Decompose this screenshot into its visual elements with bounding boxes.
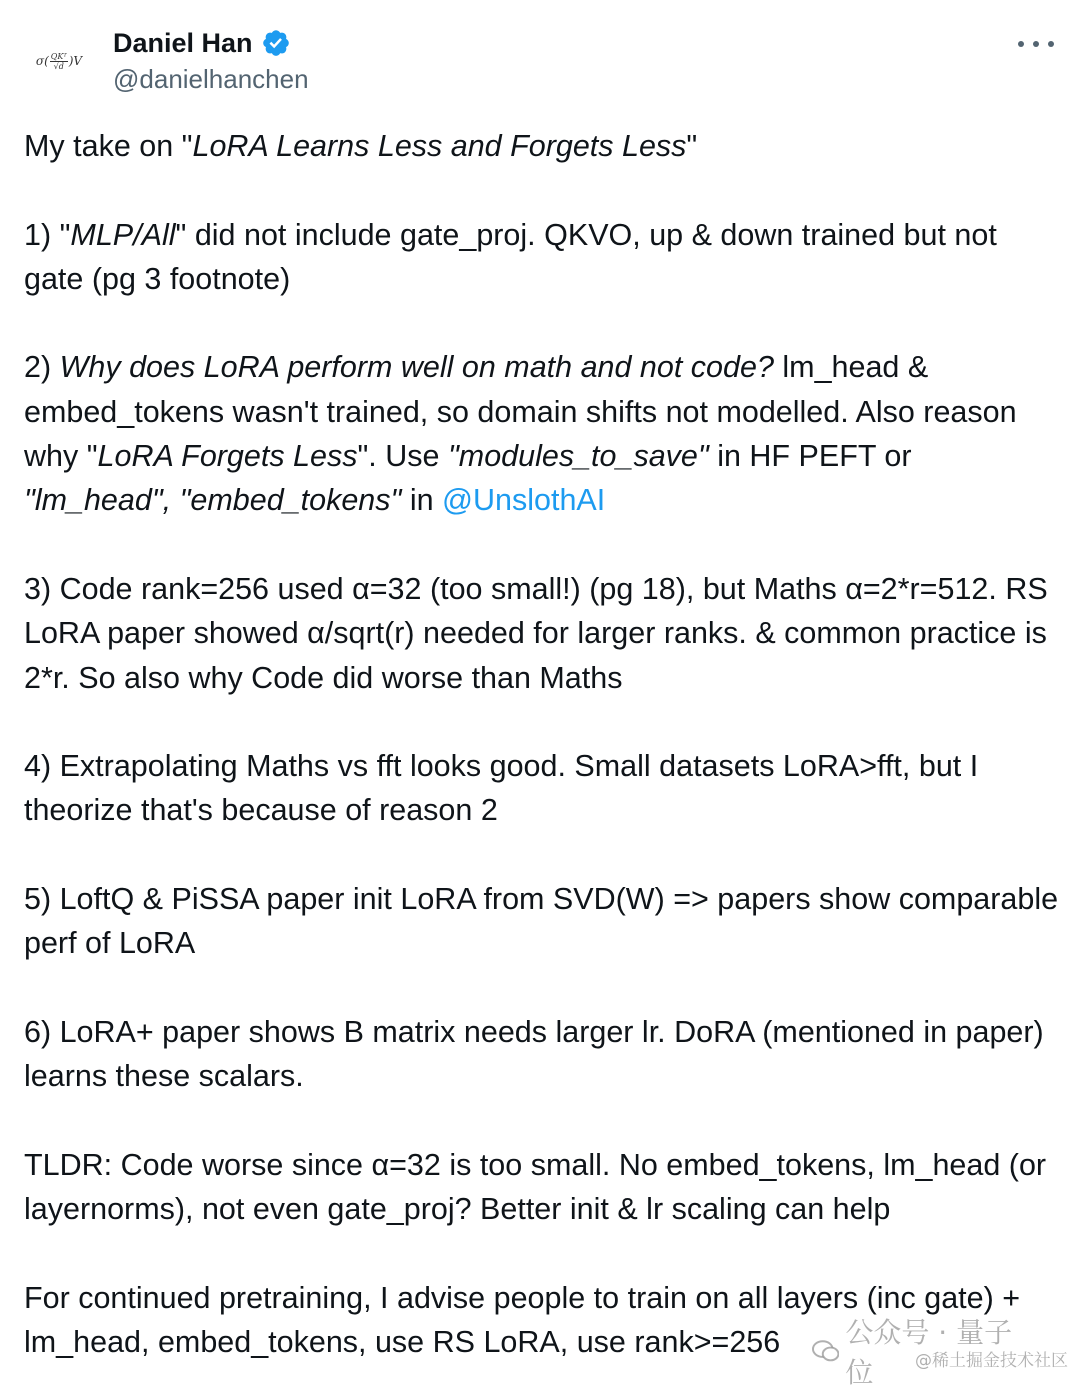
tweet-header [0,0,1080,110]
tweet-paragraph-2: 2) Why does LoRA perform well on math and not code? lm_head & embed_tokens wasn't trained, so domain shifts not modelled. Also reason why "LoRA Forgets Less". Use "modules_to_save" in HF PEFT or "lm_head", "embed_tokens" in @UnslothAI [24,350,1017,518]
author-handle[interactable]: @danielhanchen [113,64,309,94]
verified-badge-icon [261,28,291,58]
tweet-paragraph-1: 1) "MLP/All" did not include gate_proj. QKVO, up & down trained but not gate (pg 3 footnote) [24,217,997,296]
mention-link-unslothai[interactable]: @UnslothAI [442,483,606,518]
author-name-row[interactable] [113,26,291,60]
tweet-paragraph-4: 4) Extrapolating Maths vs fft looks good. Small datasets LoRA>fft, but I theorize that's because of reason 2 [24,749,979,828]
tweet-paragraph-5: 5) LoftQ & PiSSA paper init LoRA from SVD(W) => papers show comparable perf of LoRA [24,882,1059,961]
tweet-paragraph-tldr: TLDR: Code worse since α=32 is too small. No embed_tokens, lm_head (or layernorms), not even gate_proj? Better init & lr scaling can help [24,1147,1047,1227]
avatar[interactable]: σ( $\frac{\text{QKᵀ}}{√d}$ )V [35,51,83,71]
tweet-paragraph-advice: For continued pretraining, I advise people to train on all layers (inc gate) + lm_head, embed_tokens, use RS LoRA, use rank>=256 [24,1280,1021,1360]
watermark-main: 公众号 · 量子位 [812,1311,1036,1391]
tweet-paragraph-6: 6) LoRA+ paper shows B matrix needs larger lr. DoRA (mentioned in paper) learns these scalars. [24,1014,1044,1094]
tweet-paragraph-3: 3) Code rank=256 used α=32 (too small!) (pg 18), but Maths α=2*r=512. RS LoRA paper showed α/sqrt(r) needed for larger ranks. & common practice is 2*r. So also why Code did worse than Maths [24,571,1048,695]
tweet-text [24,124,1060,1364]
more-options-icon[interactable] [1018,34,1054,54]
watermark-sub: @稀土掘金技术社区 [915,1351,1068,1371]
tweet-paragraph-intro: My take on "LoRA Learns Less and Forgets Less" [24,129,698,163]
author-display-name[interactable]: Daniel Han [113,27,253,58]
